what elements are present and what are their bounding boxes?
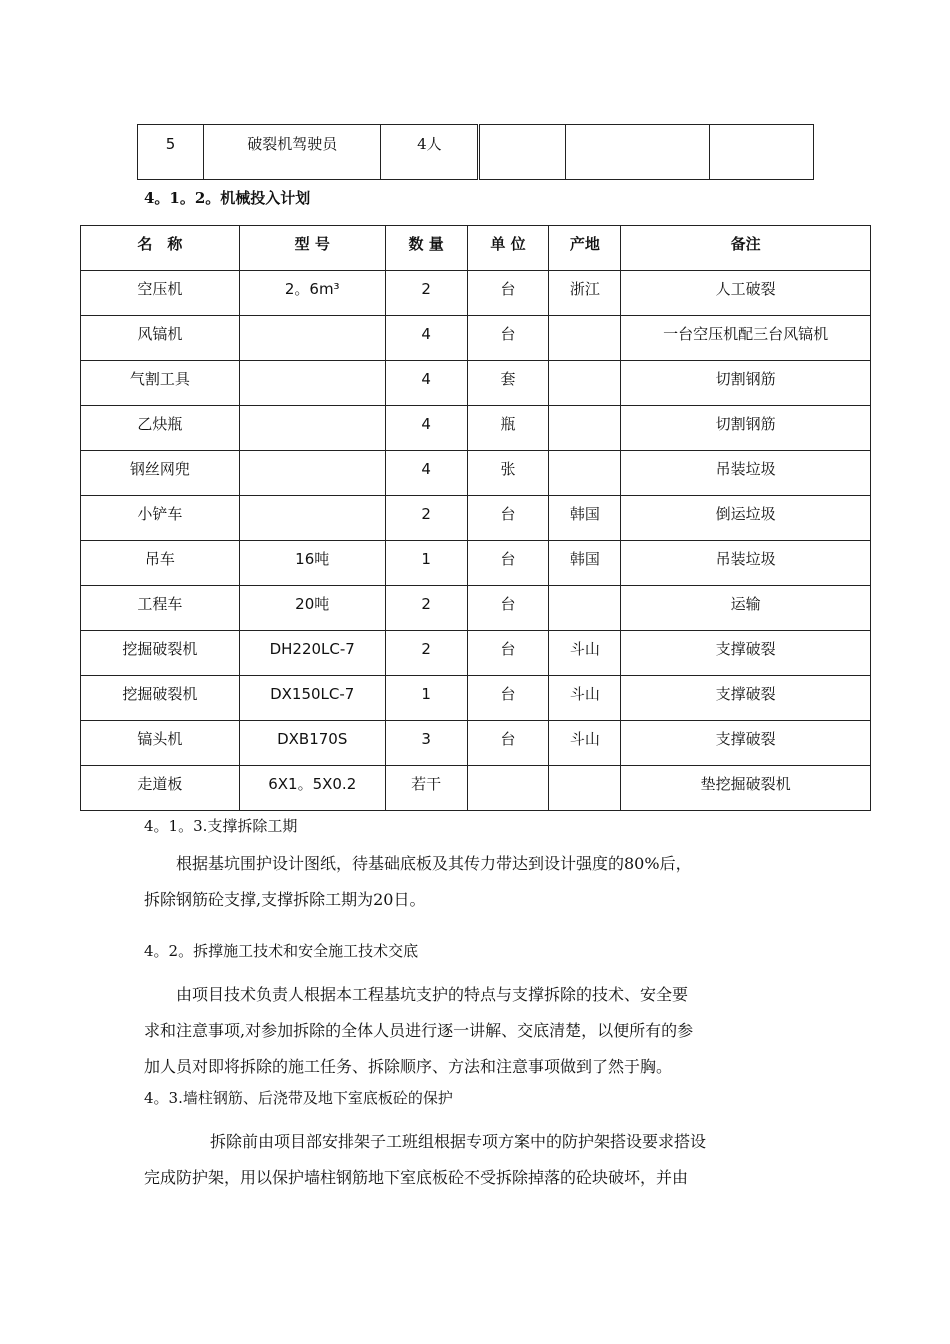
paragraph-line: 根据基坑围护设计图纸，待基础底板及其传力带达到设计强度的80%后， (176, 854, 692, 873)
cell-quantity: 3 (385, 721, 467, 766)
cell-origin: 斗山 (549, 721, 621, 766)
cell-model (239, 496, 385, 541)
cell-model: DX150LC-7 (239, 676, 385, 721)
section-heading-413: 4。1。3.支撑拆除工期 (144, 817, 298, 835)
table-row (81, 451, 871, 496)
paragraph-line: 求和注意事项,对参加拆除的全体人员进行逐一讲解、交底清楚，以便所有的参 (144, 1021, 694, 1040)
cell-name: 气割工具 (81, 361, 240, 406)
cell-index: 5 (138, 125, 204, 180)
cell-model: 20吨 (239, 586, 385, 631)
header-origin: 产地 (549, 226, 621, 271)
cell-model: 2。6m³ (239, 271, 385, 316)
cell-quantity: 4 (385, 451, 467, 496)
cell-quantity: 2 (385, 271, 467, 316)
cell-name: 小铲车 (81, 496, 240, 541)
cell-empty (565, 125, 709, 180)
cell-unit: 台 (467, 496, 549, 541)
cell-origin (549, 361, 621, 406)
cell-remark: 切割钢筋 (621, 361, 871, 406)
cell-remark: 运输 (621, 586, 871, 631)
cell-unit: 张 (467, 451, 549, 496)
cell-origin (549, 451, 621, 496)
cell-remark: 垫挖掘破裂机 (621, 766, 871, 811)
cell-quantity: 1 (385, 541, 467, 586)
section-heading-43: 4。3.墙柱钢筋、后浇带及地下室底板砼的保护 (144, 1089, 453, 1107)
table-row (138, 125, 814, 180)
cell-empty (709, 125, 813, 180)
cell-model (239, 451, 385, 496)
cell-remark: 支撑破裂 (621, 721, 871, 766)
cell-quantity: 2 (385, 586, 467, 631)
cell-unit: 台 (467, 271, 549, 316)
cell-origin: 斗山 (549, 676, 621, 721)
cell-unit: 台 (467, 316, 549, 361)
cell-model: 6X1。5X0.2 (239, 766, 385, 811)
cell-count: 4人 (381, 125, 479, 180)
table-row (81, 496, 871, 541)
header-remark: 备注 (621, 226, 871, 271)
cell-quantity: 2 (385, 631, 467, 676)
cell-quantity: 4 (385, 406, 467, 451)
cell-name: 挖掘破裂机 (81, 631, 240, 676)
header-unit: 单 位 (467, 226, 549, 271)
cell-remark: 支撑破裂 (621, 631, 871, 676)
cell-name: 空压机 (81, 271, 240, 316)
cell-remark: 支撑破裂 (621, 676, 871, 721)
table-row (81, 766, 871, 811)
header-quantity: 数 量 (385, 226, 467, 271)
cell-origin (549, 406, 621, 451)
cell-unit: 台 (467, 721, 549, 766)
cell-quantity: 1 (385, 676, 467, 721)
section-heading-42: 4。2。拆撑施工技术和安全施工技术交底 (144, 942, 419, 960)
cell-remark: 切割钢筋 (621, 406, 871, 451)
cell-remark: 吊装垃圾 (621, 541, 871, 586)
table-row (81, 721, 871, 766)
cell-model (239, 406, 385, 451)
cell-unit: 套 (467, 361, 549, 406)
paragraph-line: 加人员对即将拆除的施工任务、拆除顺序、方法和注意事项做到了然于胸。 (144, 1057, 673, 1076)
cell-name: 走道板 (81, 766, 240, 811)
paragraph-42 (144, 977, 804, 1085)
table-row (81, 586, 871, 631)
cell-remark: 一台空压机配三台风镐机 (621, 316, 871, 361)
paragraph-line: 由项目技术负责人根据本工程基坑支护的特点与支撑拆除的技术、安全要 (176, 985, 689, 1004)
cell-origin (549, 316, 621, 361)
cell-quantity: 4 (385, 361, 467, 406)
cell-name: 钢丝网兜 (81, 451, 240, 496)
section-heading-412: 4。1。2。机械投入计划 (144, 189, 311, 207)
paragraph-line: 拆除钢筋砼支撑,支撑拆除工期为20日。 (144, 890, 426, 909)
cell-empty (479, 125, 565, 180)
cell-origin: 韩国 (549, 541, 621, 586)
cell-origin (549, 586, 621, 631)
table-row (81, 316, 871, 361)
cell-name: 挖掘破裂机 (81, 676, 240, 721)
cell-remark: 吊装垃圾 (621, 451, 871, 496)
cell-model: DH220LC-7 (239, 631, 385, 676)
cell-origin (549, 766, 621, 811)
cell-unit: 台 (467, 586, 549, 631)
table-row (81, 361, 871, 406)
header-name: 名 称 (81, 226, 240, 271)
cell-role: 破裂机驾驶员 (204, 125, 381, 180)
cell-model (239, 361, 385, 406)
cell-name: 工程车 (81, 586, 240, 631)
cell-model: DXB170S (239, 721, 385, 766)
cell-name: 乙炔瓶 (81, 406, 240, 451)
table-row (81, 631, 871, 676)
paragraph-line: 完成防护架，用以保护墙柱钢筋地下室底板砼不受拆除掉落的砼块破坏，并由 (144, 1168, 689, 1187)
table-row (81, 541, 871, 586)
table-row (81, 271, 871, 316)
paragraph-413 (144, 846, 804, 918)
cell-model (239, 316, 385, 361)
cell-quantity: 4 (385, 316, 467, 361)
cell-unit: 台 (467, 541, 549, 586)
table-row (81, 406, 871, 451)
cell-name: 镐头机 (81, 721, 240, 766)
header-model: 型 号 (239, 226, 385, 271)
cell-name: 吊车 (81, 541, 240, 586)
table-row (81, 676, 871, 721)
cell-unit: 瓶 (467, 406, 549, 451)
cell-name: 风镐机 (81, 316, 240, 361)
paragraph-43 (144, 1124, 804, 1196)
cell-origin: 韩国 (549, 496, 621, 541)
cell-remark: 人工破裂 (621, 271, 871, 316)
cell-unit (467, 766, 549, 811)
machine-plan-table (80, 225, 871, 811)
cell-unit: 台 (467, 631, 549, 676)
cell-quantity: 2 (385, 496, 467, 541)
table-header-row (81, 226, 871, 271)
cell-unit: 台 (467, 676, 549, 721)
paragraph-line: 拆除前由项目部安排架子工班组根据专项方案中的防护架搭设要求搭设 (210, 1132, 707, 1151)
cell-remark: 倒运垃圾 (621, 496, 871, 541)
cell-quantity: 若干 (385, 766, 467, 811)
cell-origin: 浙江 (549, 271, 621, 316)
cell-model: 16吨 (239, 541, 385, 586)
cell-origin: 斗山 (549, 631, 621, 676)
staff-table-fragment (137, 124, 814, 180)
